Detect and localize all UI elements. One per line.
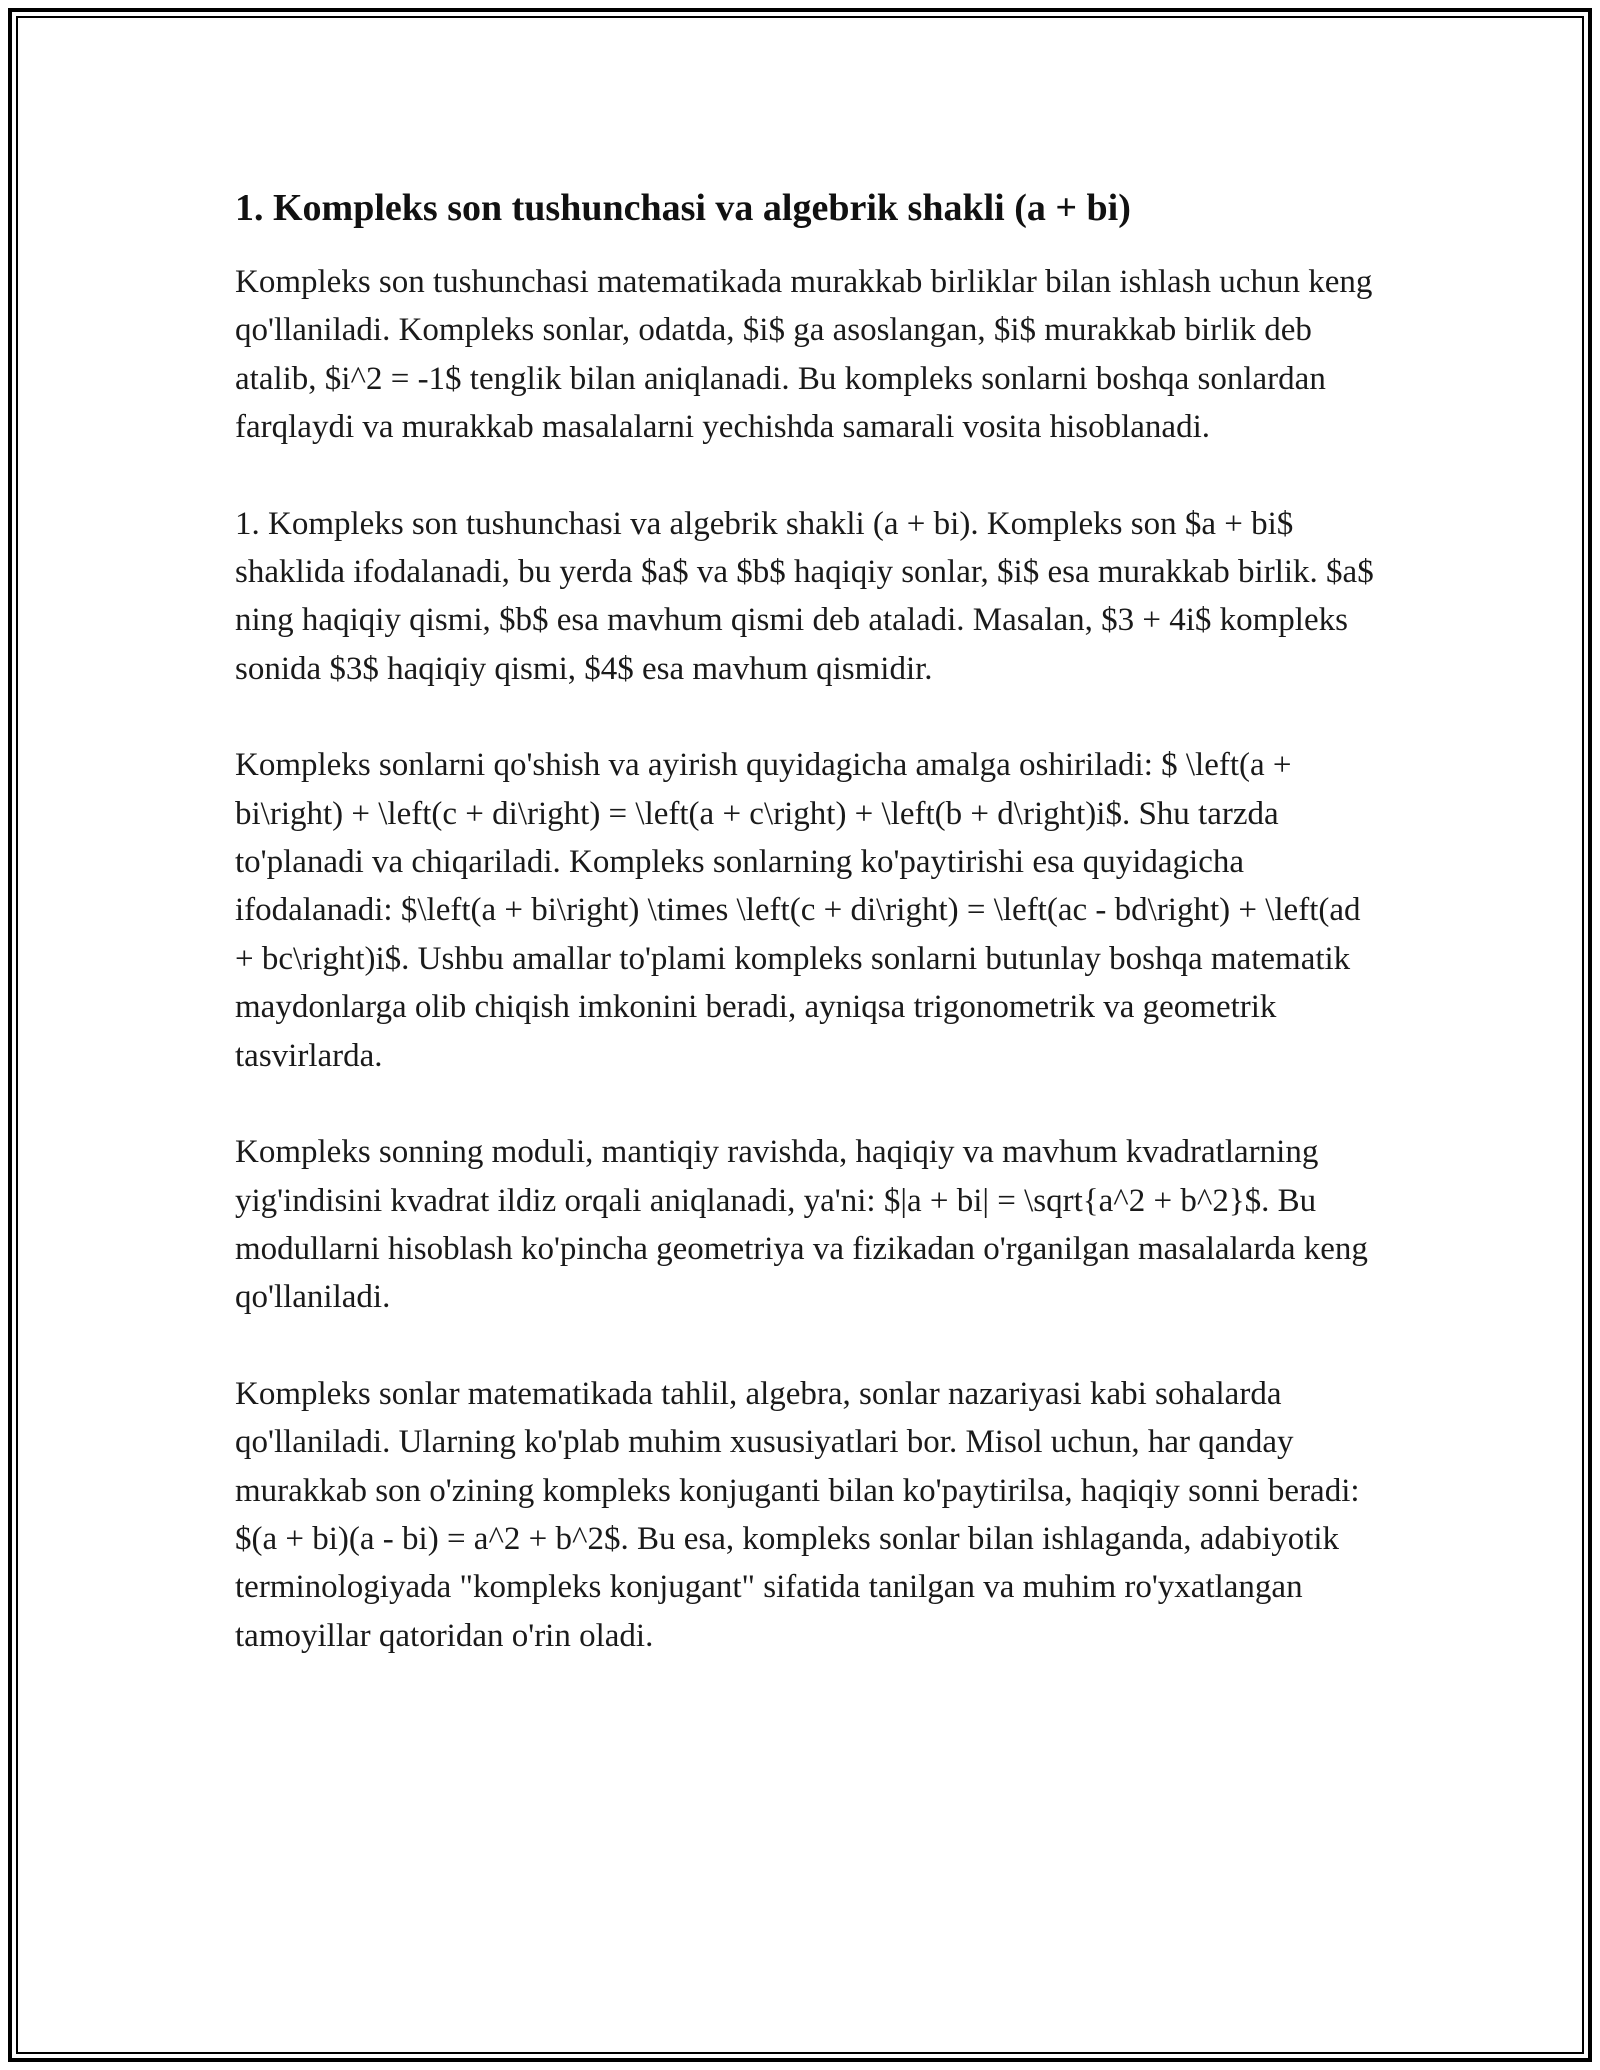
document-body xyxy=(235,184,1375,1708)
paragraph-intro: Kompleks son tushunchasi matematikada murakkab birliklar bilan ishlash uchun keng qo'llaniladi. Kompleks sonlar, odatda, $i$ ga asoslangan, $i$ murakkab birlik deb atalib, $i^2 = -1$ tenglik bilan aniqlanadi. Bu kompleks sonlarni boshqa sonlardan farqlaydi va murakkab masalalarni yechishda samarali vosita hisoblanadi. xyxy=(235,264,1373,446)
paragraph-modulus: Kompleks sonning moduli, mantiqiy ravishda, haqiqiy va mavhum kvadratlarning yig'indisini kvadrat ildiz orqali aniqlanadi, ya'ni: $|a + bi| = \sqrt{a^2 + b^2}$. Bu modullarni hisoblash ko'pincha geometriya va fizikadan o'rganilgan masalalarda keng qo'llaniladi. xyxy=(235,1134,1368,1316)
section-heading: 1. Kompleks son tushunchasi va algebrik shakli (a + bi) xyxy=(235,187,1131,229)
paragraph-conjugate: Kompleks sonlar matematikada tahlil, algebra, sonlar nazariyasi kabi sohalarda qo'llaniladi. Ularning ko'plab muhim xususiyatlari bor. Misol uchun, har qanday murakkab son o'zining kompleks konjuganti bilan ko'paytirilsa, haqiqiy sonni beradi: $(a + bi)(a - bi) = a^2 + b^2$. Bu esa, kompleks sonlar bilan ishlaganda, adabiyotik terminologiyada "kompleks konjugant" sifatida tanilgan va muhim ro'yxatlangan tamoyillar qatoridan o'rin oladi. xyxy=(235,1375,1360,1654)
paragraph-operations: Kompleks sonlarni qo'shish va ayirish quyidagicha amalga oshiriladi: $ \left(a + bi\right) + \left(c + di\right) = \left(a + c\right) + \left(b + d\right)i$. Shu tarzda to'planadi va chiqariladi. Kompleks sonlarning ko'paytirishi esa quyidagicha ifodalanadi: $\left(a + bi\right) \times \left(c + di\right) = \left(ac - bd\right) + \left(ad + bc\right)i$. Ushbu amallar to'plami kompleks sonlarni butunlay boshqa matematik maydonlarga olib chiqish imkonini beradi, ayniqsa trigonometrik va geometrik tasvirlarda. xyxy=(235,747,1361,1074)
paragraph-algebraic-form: 1. Kompleks son tushunchasi va algebrik shakli (a + bi). Kompleks son $a + bi$ shaklida ifodalanadi, bu yerda $a$ va $b$ haqiqiy sonlar, $i$ esa murakkab birlik. $a$ ning haqiqiy qismi, $b$ esa mavhum qismi deb ataladi. Masalan, $3 + 4i$ kompleks sonida $3$ haqiqiy qismi, $4$ esa mavhum qismidir. xyxy=(235,505,1374,687)
